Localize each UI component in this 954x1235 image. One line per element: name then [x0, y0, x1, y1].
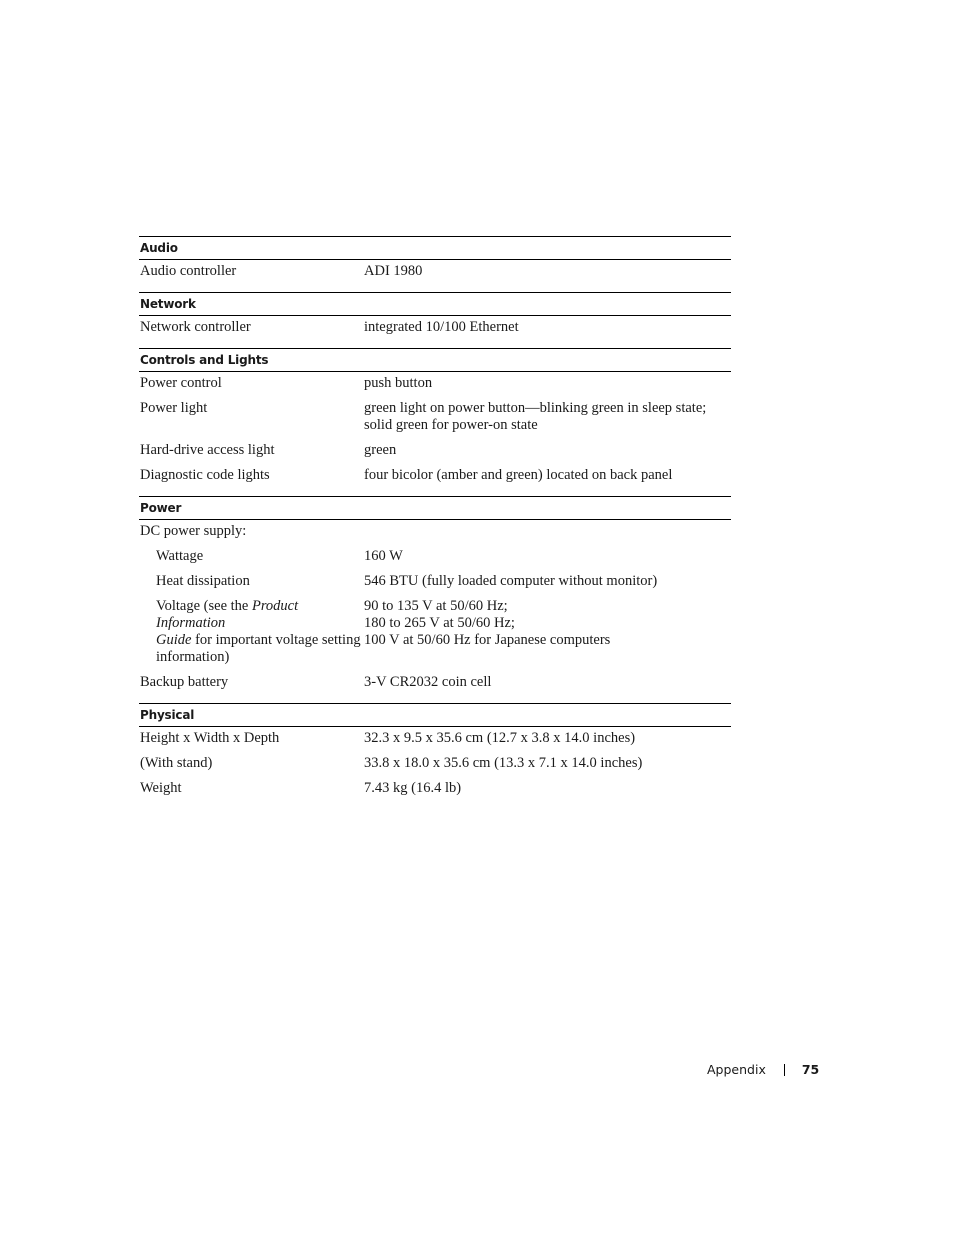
spec-value: green	[364, 442, 397, 458]
spec-label-voltage	[139, 598, 364, 666]
spec-label-line	[156, 632, 364, 649]
spec-row	[139, 780, 731, 797]
page-footer	[707, 1062, 819, 1077]
spec-value: 33.8 x 18.0 x 35.6 cm (13.3 x 7.1 x 14.0 inches)	[364, 755, 643, 771]
spec-value: integrated 10/100 Ethernet	[364, 319, 519, 335]
spec-row	[139, 573, 731, 590]
spec-row	[139, 375, 731, 392]
section-rows-power	[139, 520, 731, 703]
spec-label: Network controller	[140, 319, 251, 335]
spec-row	[139, 400, 731, 434]
spec-value	[364, 523, 731, 540]
spec-value: 546 BTU (fully loaded computer without monitor)	[364, 573, 658, 589]
spec-label: Backup battery	[140, 674, 229, 690]
spec-label: Power light	[140, 400, 208, 416]
spec-row	[139, 674, 731, 691]
spec-row	[139, 467, 731, 484]
document-title-italic: Guide	[156, 632, 192, 648]
section-heading-network: Network	[139, 292, 731, 316]
specifications-table	[139, 236, 731, 809]
spec-label: Hard-drive access light	[140, 442, 275, 458]
spec-value	[364, 598, 731, 666]
spec-label-line	[156, 598, 364, 632]
spec-label: Audio controller	[140, 263, 237, 279]
section-rows-physical	[139, 727, 731, 809]
section-heading-controls-and-lights: Controls and Lights	[139, 348, 731, 372]
spec-value-line: 90 to 135 V at 50/60 Hz;	[364, 598, 508, 614]
spec-value: push button	[364, 375, 433, 391]
label-text: Voltage (see the	[156, 598, 252, 614]
spec-value: 160 W	[364, 548, 403, 564]
spec-row	[139, 263, 731, 280]
spec-value: 32.3 x 9.5 x 35.6 cm (12.7 x 3.8 x 14.0 inches)	[364, 730, 636, 746]
spec-row	[139, 730, 731, 747]
spec-row	[139, 598, 731, 666]
spec-label: Wattage	[156, 548, 204, 564]
section-rows-audio	[139, 260, 731, 292]
spec-row	[139, 319, 731, 336]
spec-row	[139, 442, 731, 459]
spec-value: four bicolor (amber and green) located on back panel	[364, 467, 673, 483]
section-heading-power: Power	[139, 496, 731, 520]
spec-value	[364, 400, 731, 434]
spec-value-line: 180 to 265 V at 50/60 Hz;	[364, 615, 515, 631]
spec-value-line: 100 V at 50/60 Hz for Japanese computers	[364, 632, 611, 648]
spec-value: 3-V CR2032 coin cell	[364, 674, 492, 690]
spec-label-line: information)	[156, 649, 230, 665]
spec-label: (With stand)	[140, 755, 213, 771]
section-rows-controls	[139, 372, 731, 496]
spec-value-line: solid green for power-on state	[364, 417, 538, 433]
spec-value: ADI 1980	[364, 263, 423, 279]
spec-value-line: green light on power button—blinking green in sleep state;	[364, 400, 707, 416]
spec-label: Height x Width x Depth	[140, 730, 280, 746]
spec-label: Power control	[140, 375, 222, 391]
spec-row	[139, 755, 731, 772]
section-heading-audio: Audio	[139, 236, 731, 260]
spec-value: 7.43 kg (16.4 lb)	[364, 780, 462, 796]
spec-label: Heat dissipation	[156, 573, 250, 589]
spec-label: DC power supply:	[140, 523, 247, 539]
label-text: for important voltage setting	[191, 632, 361, 648]
footer-divider	[784, 1064, 785, 1076]
document-title-italic: Product Information	[156, 598, 299, 631]
spec-label: Weight	[140, 780, 182, 796]
spec-row	[139, 548, 731, 565]
section-heading-physical: Physical	[139, 703, 731, 727]
footer-section-name: Appendix	[707, 1062, 766, 1077]
page-number: 75	[801, 1062, 820, 1077]
spec-row	[139, 523, 731, 540]
spec-label: Diagnostic code lights	[140, 467, 270, 483]
section-rows-network	[139, 316, 731, 348]
